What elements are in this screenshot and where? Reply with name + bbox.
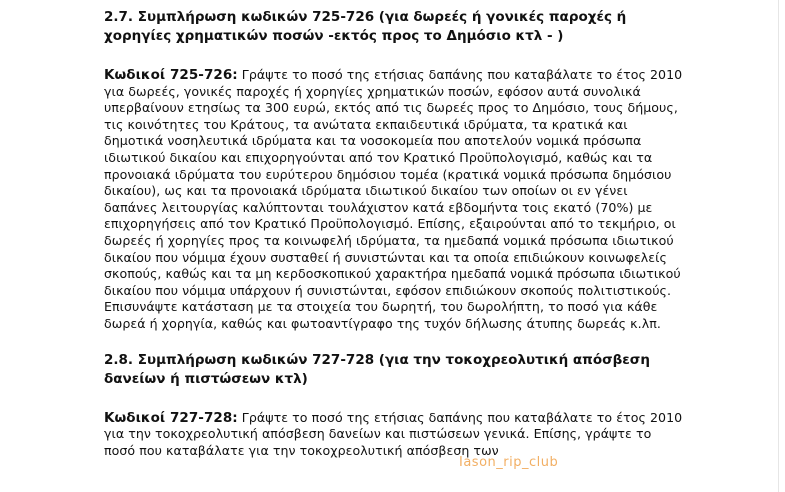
page-edge-divider xyxy=(778,0,779,492)
code-label-727-728: Κωδικοί 727-728: xyxy=(104,409,238,426)
section-body-2-8: Γράψτε το ποσό της ετήσιας δαπάνης που καταβάλατε το έτος 2010 για την τοκοχρεολυτική απόσβεση δανείων και πιστώσεων γενικά. Επίσης, γράψτε το ποσό που καταβάλατε για την τοκοχρεολυτική απόσβεση των xyxy=(104,409,683,458)
section-body-2-7: Γράψτε το ποσό της ετήσιας δαπάνης που καταβάλατε το έτος 2010 για δωρεές, γονικές παροχές ή χορηγίες χρηματικών ποσών, εφόσον αυτά συνολικά υπερβαίνουν ετησίως τα 300 ευρώ, εκτός από τις δωρεές προς το Δημόσιο, τους δήμους, τις κοινότητες του Κράτους, τα ανώτατα εκπαιδευτικά ιδρύματα, τα κρατικά και δημοτικά νοσηλευτικά ιδρύματα και τα νοσοκομεία που αποτελούν νομικά πρόσωπα ιδιωτικού δικαίου και επιχορηγούνται από τον Κρατικό Προϋπολογισμό, καθώς και τα προνοιακά ιδρύματα του ευρύτερου δημόσιου τομέα (κρατικά νομικά πρόσωπα δημόσιου δικαίου), ως και τα προνοιακά ιδρύματα ιδιωτικού δικαίου των οποίων οι εν γένει δαπάνες λειτουργίας καλύπτονται τουλάχιστον κατά εβδομήντα τοις εκατό (70%) με επιχορηγήσεις από τον Κρατικό Προϋπολογισμό. Επίσης, εξαιρούνται από το τεκμήριο, οι δωρεές ή χορηγίες προς τα κοινωφελή ιδρύματα, τα ημεδαπά νομικά πρόσωπα ιδιωτικού δικαίου που νόμιμα έχουν συσταθεί ή συνιστώνται και τα οποία επιδιώκουν κοινωφελείς σκοπούς, καθώς και τα μη κερδοσκοπικού χαρακτήρα ημεδαπά νομικά πρόσωπα ιδιωτικού δικαίου που νόμιμα υπάρχουν ή συνιστώνται, εφόσον επιδιώκουν σκοπούς πολιτιστικούς. Επισυνάψτε κατάσταση με τα στοιχεία του δωρητή, του δωρολήπτη, το ποσό για κάθε δωρεά ή χορηγία, καθώς και φωτοαντίγραφο της τυχόν δήλωσης άτυπης δωρεάς κ.λπ. xyxy=(104,67,683,331)
section-heading-2-8: 2.8. Συμπλήρωση κωδικών 727-728 (για την τοκοχρεολυτική απόσβεση δανείων ή πιστώσεων κτλ) xyxy=(104,351,650,387)
document-page xyxy=(104,8,684,459)
section-heading-2-7: 2.7. Συμπλήρωση κωδικών 725-726 (για δωρεές ή γονικές παροχές ή χορηγίες χρηματικών ποσών -εκτός προς το Δημόσιο κτλ - ) xyxy=(104,9,627,44)
section-paragraph-2-7 xyxy=(104,67,684,333)
section-paragraph-2-8 xyxy=(104,410,684,460)
watermark-text: Iason_rip_club xyxy=(459,455,559,470)
code-label-725-726: Κωδικοί 725-726: xyxy=(104,67,238,83)
